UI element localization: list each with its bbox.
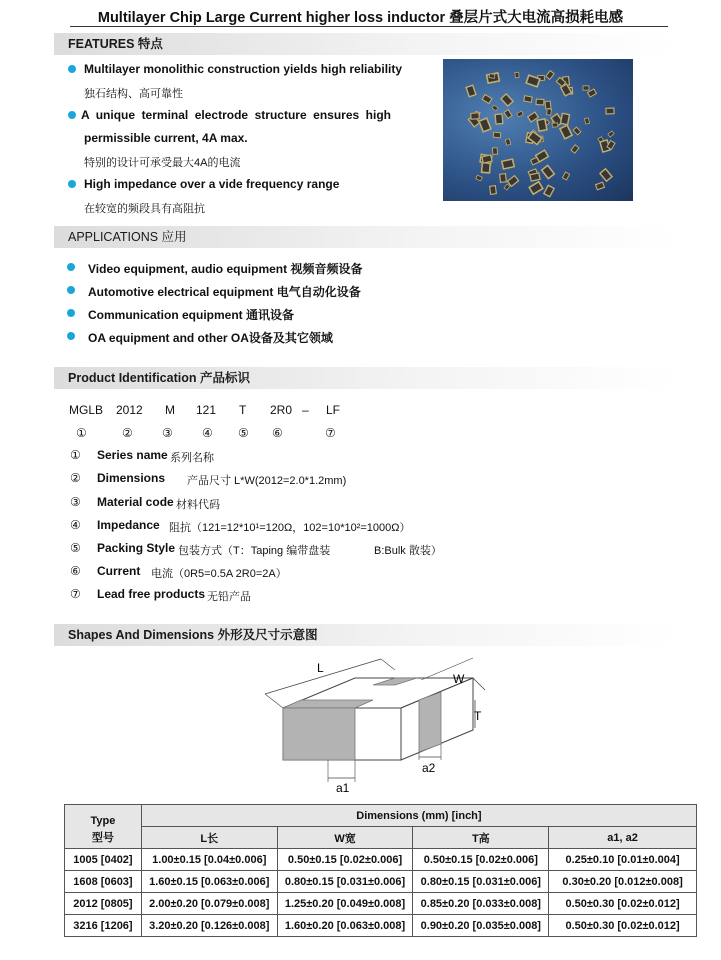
chip-in-photo — [475, 174, 483, 181]
label-w: W — [453, 672, 465, 686]
product-photo — [443, 59, 633, 201]
label-a2: a2 — [422, 761, 436, 775]
code-part: – — [302, 403, 309, 417]
table-cell: 0.30±0.20 [0.012±0.008] — [549, 871, 697, 893]
chip-in-photo — [465, 84, 477, 97]
chip-in-photo — [530, 172, 542, 182]
product-id-header: Product Identification 产品标识 — [54, 367, 676, 389]
chip-in-photo — [545, 70, 555, 80]
legend-desc: 阻抗（121=12*10¹=120Ω，102=10*10²=1000Ω） — [169, 522, 411, 534]
code-marker: ③ — [162, 426, 173, 440]
code-marker: ① — [76, 426, 87, 440]
code-marker: ② — [122, 426, 133, 440]
shapes-header: Shapes And Dimensions 外形及尺寸示意图 — [54, 624, 676, 646]
bullet-icon — [68, 180, 76, 188]
legend-label: Dimensions — [97, 471, 166, 485]
code-part: M — [165, 403, 175, 417]
code-marker: ⑤ — [238, 426, 249, 440]
chip-in-photo — [493, 132, 502, 139]
code-part: 2R0 — [270, 403, 293, 417]
page-title: Multilayer Chip Large Current higher loss inductor 叠层片式大电流高损耗电感 — [97, 10, 624, 26]
legend-marker: ① — [70, 448, 81, 462]
table-row — [65, 849, 697, 871]
table-row — [65, 871, 697, 893]
chip-in-photo — [528, 181, 544, 196]
table-cell: 1.60±0.20 [0.063±0.008] — [277, 915, 413, 937]
legend-label: Current — [97, 564, 141, 578]
bullet-icon — [68, 111, 76, 119]
legend-marker: ⑤ — [70, 541, 81, 555]
col-header-l: L长 — [141, 827, 277, 849]
col-header-w: W宽 — [277, 827, 413, 849]
type-header-cn: 型号 — [65, 827, 142, 849]
application-item: Automotive electrical equipment 电气自动化设备 — [88, 285, 361, 299]
chip-in-photo — [544, 101, 551, 110]
legend-marker: ③ — [70, 495, 81, 509]
title-divider — [70, 26, 668, 27]
table-cell: 0.85±0.20 [0.033±0.008] — [413, 893, 549, 915]
type-cell: 3216 [1206] — [65, 915, 142, 937]
legend-label: Series name — [97, 448, 168, 462]
chip-in-photo — [478, 117, 492, 133]
chip-in-photo — [500, 158, 514, 170]
chip-in-photo — [470, 112, 480, 120]
bullet-icon — [67, 332, 75, 340]
application-item: Video equipment, audio equipment 视频音频设备 — [88, 262, 363, 276]
feature-1-en: Multilayer monolithic construction yields high reliability — [84, 62, 403, 76]
feature-2-en-cont: permissible current, 4A max. — [84, 131, 248, 145]
col-header-a: a1, a2 — [549, 827, 697, 849]
chip-in-photo — [606, 107, 615, 114]
legend-label: Impedance — [97, 518, 160, 532]
table-cell: 1.25±0.20 [0.049±0.008] — [277, 893, 413, 915]
chip-in-photo — [505, 138, 512, 146]
left-terminal-front — [283, 708, 355, 760]
legend-desc-cont: B:Bulk 散装） — [374, 545, 442, 557]
legend-marker: ⑦ — [70, 587, 81, 601]
legend-desc: 无铅产品 — [207, 591, 251, 603]
bullet-icon — [67, 263, 75, 271]
chip-in-photo — [516, 110, 524, 117]
applications-header: APPLICATIONS 应用 — [54, 226, 676, 248]
type-cell: 2012 [0805] — [65, 893, 142, 915]
table-cell: 0.50±0.30 [0.02±0.012] — [549, 893, 697, 915]
bullet-icon — [67, 286, 75, 294]
chip-in-photo — [540, 164, 555, 179]
table-cell: 1.60±0.15 [0.063±0.006] — [141, 871, 277, 893]
legend-desc: 材料代码 — [176, 499, 220, 511]
code-marker: ④ — [202, 426, 213, 440]
chip-in-photo — [607, 130, 614, 137]
feature-2-en: A unique terminal electrode structure ensures high — [81, 108, 391, 122]
table-cell: 0.80±0.15 [0.031±0.006] — [277, 871, 413, 893]
legend-desc: 包装方式（T：Taping 编带盘装 — [178, 545, 331, 557]
legend-marker: ④ — [70, 518, 81, 532]
chip-in-photo — [491, 105, 498, 112]
w-dimension-line — [473, 678, 485, 690]
chip-in-photo — [492, 147, 498, 155]
chip-in-photo — [599, 168, 613, 182]
chip-in-photo — [482, 93, 493, 104]
table-row — [65, 915, 697, 937]
chip-in-photo — [543, 184, 555, 197]
chip-in-photo — [500, 93, 514, 107]
legend-desc: 系列名称 — [170, 452, 214, 464]
code-part: MGLB — [69, 403, 104, 417]
table-cell: 3.20±0.20 [0.126±0.008] — [141, 915, 277, 937]
right-terminal-side — [419, 692, 441, 752]
table-cell: 2.00±0.20 [0.079±0.008] — [141, 893, 277, 915]
chip-in-photo — [499, 173, 507, 183]
chip-in-photo — [572, 126, 581, 135]
dimensions-header: Dimensions (mm) [inch] — [141, 805, 696, 827]
chip-in-photo — [559, 112, 570, 125]
application-item: OA equipment and other OA设备及其它领域 — [88, 331, 333, 345]
chip-in-photo — [552, 122, 559, 127]
feature-2-cn: 特别的设计可承受最大4A的电流 — [84, 157, 241, 169]
table-row — [65, 893, 697, 915]
table-cell: 0.80±0.15 [0.031±0.006] — [413, 871, 549, 893]
legend-label: Material code — [97, 495, 174, 509]
chip-in-photo — [495, 113, 504, 125]
type-header: Type — [65, 805, 142, 827]
feature-3-en: High impedance over a vide frequency range — [84, 177, 340, 191]
application-item: Communication equipment 通讯设备 — [88, 308, 295, 322]
code-part: T — [239, 403, 247, 417]
feature-1-cn: 独石结构、高可靠性 — [84, 88, 183, 100]
chip-in-photo — [595, 181, 605, 190]
code-part: 121 — [196, 403, 217, 417]
type-cell: 1608 [0603] — [65, 871, 142, 893]
label-l: L — [317, 661, 324, 675]
dimensions-table — [64, 804, 697, 937]
chip-in-photo — [584, 118, 590, 125]
chip-in-photo — [504, 109, 514, 119]
legend-marker: ⑥ — [70, 564, 81, 578]
label-t: T — [474, 709, 482, 723]
feature-3-cn: 在较宽的频段具有高阻抗 — [84, 203, 205, 215]
type-cell: 1005 [0402] — [65, 849, 142, 871]
code-marker: ⑥ — [272, 426, 283, 440]
legend-label: Lead free products — [97, 587, 206, 601]
chip-in-photo — [559, 124, 573, 140]
legend-desc: 电流（0R5=0.5A 2R0=2A） — [151, 568, 287, 580]
chip-in-photo — [570, 144, 579, 154]
table-cell: 0.25±0.10 [0.01±0.004] — [549, 849, 697, 871]
chip-in-photo — [514, 72, 519, 78]
table-cell: 0.90±0.20 [0.035±0.008] — [413, 915, 549, 937]
table-cell: 0.50±0.15 [0.02±0.006] — [413, 849, 549, 871]
code-part: 2012 — [116, 403, 143, 417]
label-a1: a1 — [336, 781, 350, 795]
chip-in-photo — [562, 172, 570, 181]
legend-marker: ② — [70, 471, 81, 485]
table-cell: 0.50±0.30 [0.02±0.012] — [549, 915, 697, 937]
bullet-icon — [67, 309, 75, 317]
chip-in-photo — [559, 84, 572, 98]
chip-in-photo — [535, 99, 544, 106]
table-cell: 0.50±0.15 [0.02±0.006] — [277, 849, 413, 871]
chip-in-photo — [523, 95, 533, 103]
table-cell: 1.00±0.15 [0.04±0.006] — [141, 849, 277, 871]
code-part: LF — [326, 403, 341, 417]
legend-label: Packing Style — [97, 541, 176, 555]
bullet-icon — [68, 65, 76, 73]
legend-desc: 产品尺寸 L*W(2012=2.0*1.2mm) — [187, 475, 347, 487]
chip-in-photo — [489, 185, 497, 195]
col-header-t: T高 — [413, 827, 549, 849]
features-header: FEATURES 特点 — [54, 33, 676, 55]
chip-dimension-diagram — [255, 650, 505, 800]
chip-in-photo — [527, 131, 543, 146]
code-marker: ⑦ — [325, 426, 336, 440]
